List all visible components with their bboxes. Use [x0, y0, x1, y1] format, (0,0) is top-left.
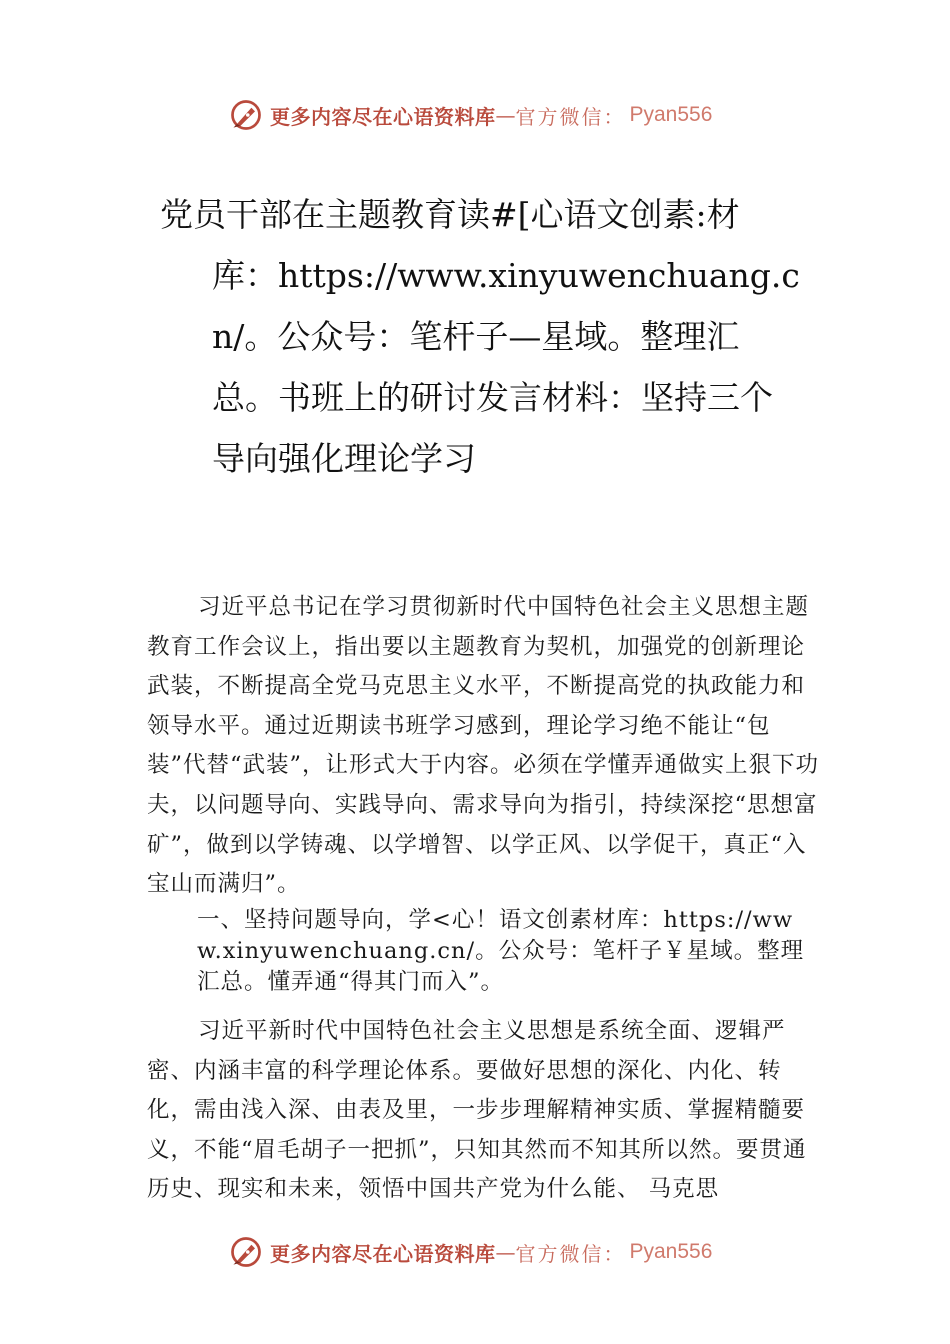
section-heading-1: 一、坚持问题导向，学<心！语文创素材库：https://www.xinyuwenchuang.cn/。公众号：笔杆子￥星域。整理汇总。懂弄通“得其门而入”。 — [197, 907, 805, 995]
watermark-wechat-label: 官方微信： — [515, 104, 626, 129]
watermark-separator: — — [495, 1240, 516, 1264]
watermark-banner-bottom — [228, 1232, 712, 1272]
body-paragraph-2: 习近平新时代中国特色社会主义思想是系统全面、逻辑严密、内涵丰富的科学理论体系。要做好思想的深化、内化、转化，需由浅入深、由表及里，一步步理解精神实质、掌握精髓要义，不能“眉毛胡子一把抓”，只知其然而不知其所以然。要贯通历史、现实和未来，领悟中国共产党为什么能、 马克思 — [147, 1018, 807, 1203]
watermark-wechat-id: Pyan556 — [629, 1240, 713, 1263]
title-line-first: 党员干部在主题教育读#[心语文创素:材 — [160, 195, 740, 234]
watermark-text: 更多内容尽在心语资料库 — [270, 104, 496, 129]
pen-nib-logo-icon — [228, 97, 264, 133]
watermark-banner-top — [228, 95, 712, 135]
watermark-text: 更多内容尽在心语资料库 — [270, 1241, 496, 1266]
title-continuation: 库：https://www.xinyuwenchuang.cn/。公众号：笔杆子—星域。整理汇总。书班上的研讨发言材料：坚持三个导向强化理论学习 — [212, 256, 800, 478]
watermark-wechat-label: 官方微信： — [515, 1241, 626, 1266]
pen-nib-logo-icon — [228, 1234, 264, 1270]
document-title — [160, 184, 800, 489]
watermark-separator: — — [495, 103, 516, 127]
body-paragraph-1: 习近平总书记在学习贯彻新时代中国特色社会主义思想主题教育工作会议上，指出要以主题教育为契机，加强党的创新理论武装，不断提高全党马克思主义水平，不断提高党的执政能力和领导水平。通过近期读书班学习感到，理论学习绝不能让“包装”代替“武装”，让形式大于内容。必须在学懂弄通做实上狠下功夫，以问题导向、实践导向、需求导向为指引，持续深挖“思想富矿”，做到以学铸魂、以学增智、以学正风、以学促干，真正“入宝山而满归”。 — [147, 594, 820, 898]
watermark-wechat-id: Pyan556 — [629, 103, 713, 126]
